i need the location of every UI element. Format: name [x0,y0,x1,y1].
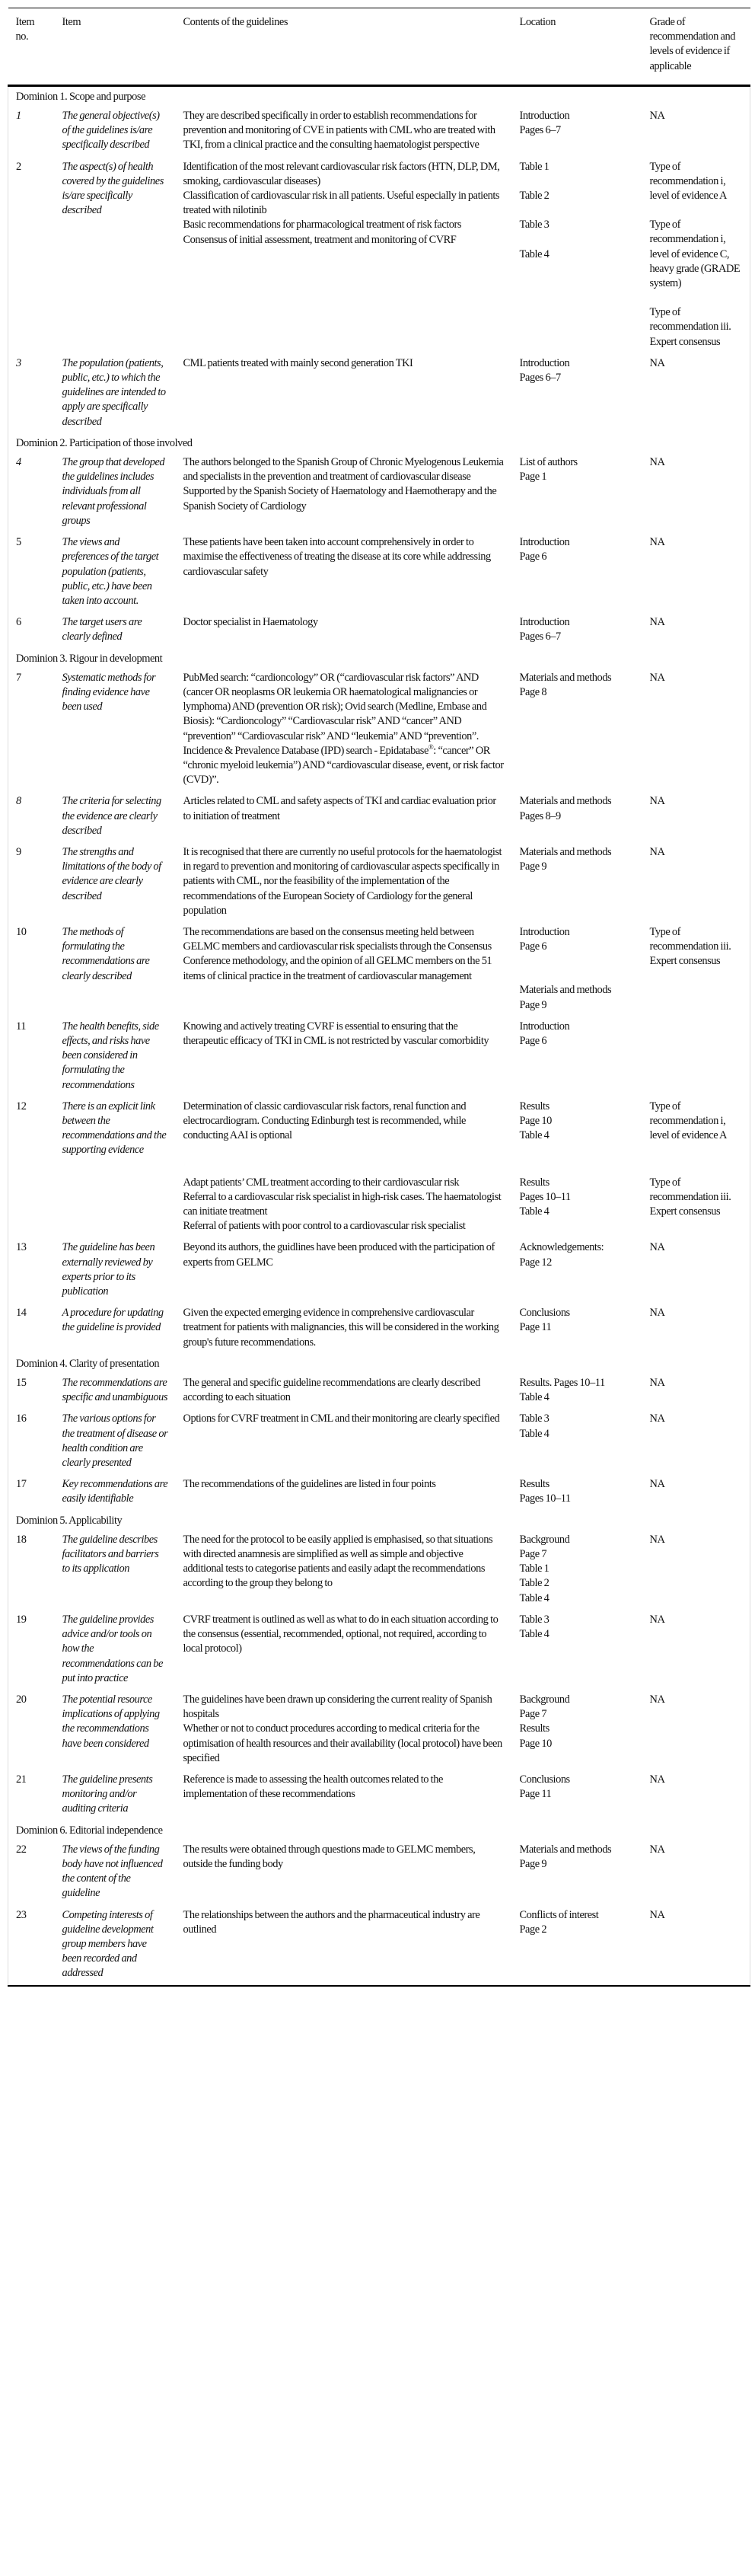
location-line: Pages 6–7 [519,124,561,137]
location-line: Introduction [519,536,570,549]
item-number: 13 [16,1241,27,1254]
item-criterion: Competing interests of guideline development group members have been recorded and addressed [62,1908,154,1980]
location-line: Page 6 [519,940,547,953]
table-row [8,842,750,922]
grade-line: NA [649,845,665,858]
contents-line: Identification of the most relevant cardiovascular risk factors (HTN, DLP, DM, smoking, cardiovascular diseases) [183,160,500,187]
item-criterion: The guideline provides advice and/or tools on how the recommendations can be put into practice [62,1613,163,1684]
location-line: Introduction [519,925,570,938]
item-number: 1 [16,110,21,123]
contents-line: Referral to a cardiovascular risk specialist in high-risk cases. The haematologist can initiate treatment [183,1190,502,1218]
grade-of-recommendation [642,1096,750,1162]
location-line: Acknowledgements: [519,1241,604,1254]
contents-line: The general and specific guideline recommendations are clearly described according to each situation [183,1377,480,1404]
item-criterion: The guideline describes facilitators and barriers to its application [62,1533,159,1575]
grade-line: NA [649,1241,665,1254]
table-row [8,791,750,842]
location-line: Page 9 [519,998,547,1011]
empty-cell [55,1162,176,1238]
location-line: Page 11 [519,1788,552,1801]
guideline-contents [176,1530,512,1610]
contents-line: Determination of classic cardiovascular risk factors, renal function and electrocardiogram. Conducting Edinburgh test is recommended, while conducting AAI is optional [183,1100,467,1142]
location-line: Table 4 [519,1427,550,1440]
item-criterion: The various options for the treatment of disease or health condition are clearly presented [62,1412,168,1470]
grade-line: NA [649,1478,665,1491]
item-criterion: The recommendations are specific and unambiguous [62,1377,167,1404]
location [512,1237,642,1303]
location [512,1409,642,1474]
contents-line: The relationships between the authors and the pharmaceutical industry are outlined [183,1908,480,1936]
location-line: Materials and methods [519,984,612,997]
table-row [8,1303,750,1354]
contents-line: It is recognised that there are currently no useful protocols for the haematologist in regard to prevention and monitoring of cardiovascular aspects specifically in patients with CML, nor the feasibility of the implementation of the recommendations of the European Society of Cardiology for the general population [183,845,502,917]
item-number: 9 [16,845,21,858]
contents-line: The authors belonged to the Spanish Group of Chronic Myelogenous Leukemia and specialists in the prevention and treatment of cardiovascular disease [183,456,504,484]
item-number: 4 [16,456,21,469]
location-line: List of authors [519,456,578,469]
location [512,353,642,433]
grade-line: Type of recommendation i, level of evidence A [649,160,727,203]
grade-line: NA [649,1533,665,1546]
location-line: Introduction [519,356,570,369]
grade-of-recommendation [642,353,750,433]
location-line: Table 4 [519,1591,550,1604]
header-item-no: Item no. [15,16,35,43]
grade-line: NA [649,1908,665,1921]
grade-of-recommendation [642,668,750,792]
domain-heading-row [8,1821,750,1840]
contents-line: Reference is made to assessing the health outcomes related to the implementation of these recommendations [183,1773,443,1801]
contents-line: Beyond its authors, the guidlines have been produced with the participation of experts from GELMC [183,1241,495,1269]
location-line: Introduction [519,616,570,629]
domain-title: Dominion 2. Participation of those involved [16,436,193,449]
grade-of-recommendation [642,106,750,157]
location-line: Materials and methods [519,671,612,684]
item-criterion: Key recommendations are easily identifiable [62,1478,168,1505]
location-line: Introduction [519,1020,570,1033]
location-line: Table 1 [519,160,550,173]
item-number: 14 [16,1307,27,1320]
item-criterion: The views and preferences of the target population (patients, public, etc.) have been taken into account. [62,536,159,607]
item-criterion: The target users are clearly defined [62,616,142,643]
contents-line: The recommendations are based on the consensus meeting held between GELMC members and cardiovascular risk specialists through the Consensus Conference methodology, and the opinion of all GELMC members on the 51 items of clinical practice in the treatment of cardiovascular management [183,925,492,982]
guideline-contents [176,791,512,842]
guideline-contents [176,1409,512,1474]
grade-of-recommendation [642,842,750,922]
contents-line: The results were obtained through questions made to GELMC members, outside the funding body [183,1843,476,1870]
contents-line: CVRF treatment is outlined as well as what to do in each situation according to the consensus (essential, recommended, optional, not required, according to local protocol) [183,1613,499,1655]
contents-line: CML patients treated with mainly second generation TKI [183,356,413,369]
location-line: Table 1 [519,1563,550,1575]
grade-line: Type of recommendation i, level of evidence A [649,1100,727,1142]
table-row [8,1017,750,1096]
location-line: Table 3 [519,219,550,231]
location-line: Pages 6–7 [519,630,561,643]
contents-line: Given the expected emerging evidence in comprehensive cardiovascular treatment for patients with malignancies, this will be considered in the working group's future recommendations. [183,1307,499,1349]
contents-text: : “cancer” OR “chronic myeloid leukemia”) AND “cardiovascular disease, event, or risk factor (CVD)”. [183,744,504,787]
location [512,1474,642,1510]
item-number: 19 [16,1613,27,1626]
location-line: Page 6 [519,1034,547,1047]
contents-line: Articles related to CML and safety aspects of TKI and cardiac evaluation prior to initiation of treatment [183,795,496,822]
table-row [8,1530,750,1610]
spacer [650,203,743,218]
item-number: 5 [16,536,21,549]
table-row [8,1474,750,1510]
item-criterion: The population (patients, public, etc.) to which the guidelines are intended to apply are specifically described [62,356,166,428]
grade-of-recommendation [642,1237,750,1303]
table-row [8,452,750,532]
item-criterion: The criteria for selecting the evidence are clearly described [62,795,161,837]
guideline-contents [176,452,512,532]
domain-title: Dominion 3. Rigour in development [16,652,163,665]
grade-line: NA [649,671,665,684]
contents-line: Basic recommendations for pharmacological treatment of risk factors [183,219,462,231]
location-line: Introduction [519,110,570,123]
item-number: 10 [16,925,27,938]
location-line: Page 10 [519,1737,552,1750]
registered-mark: ® [428,742,434,751]
location-line: Page 2 [519,1923,547,1936]
item-criterion: The guideline has been externally reviewed by experts prior to its publication [62,1241,155,1298]
location-line: Results [519,1722,550,1735]
header-contents: Contents of the guidelines [183,16,288,28]
item-number: 7 [16,671,21,684]
grade-line: NA [649,1613,665,1626]
location-line: Pages 10–11 [519,1190,571,1203]
item-number: 12 [16,1100,27,1112]
grade-line: Type of recommendation iii. Expert consensus [649,925,731,968]
grade-of-recommendation [642,532,750,612]
contents-line: The need for the protocol to be easily applied is emphasised, so that situations with directed anamnesis are simplified as well as simple and objective additional tests to categorise patients and easily adapt the recommendations according to the group they belong to [183,1533,493,1590]
location-line: Background [519,1533,570,1546]
grade-of-recommendation [642,157,750,353]
grade-of-recommendation [642,1162,750,1238]
location [512,842,642,922]
table-row [8,157,750,353]
location [512,1770,642,1821]
item-criterion: The general objective(s) of the guidelines is/are specifically described [62,110,160,152]
location-line: Page 12 [519,1256,552,1269]
grade-line: NA [649,1377,665,1390]
location [512,1905,642,1986]
contents-line: These patients have been taken into account comprehensively in order to maximise the effectiveness of treating the disease at its core while addressing cardiovascular safety [183,536,491,578]
table-row [8,1610,750,1690]
guideline-contents [176,1690,512,1770]
domain-heading-row [8,85,750,106]
item-number: 8 [16,795,21,808]
location-line: Materials and methods [519,795,612,808]
location-line: Pages 10–11 [519,1492,571,1505]
grade-line: NA [649,536,665,549]
item-number: 2 [16,160,21,173]
grade-line: NA [649,356,665,369]
item-number: 20 [16,1693,27,1706]
grade-of-recommendation [642,791,750,842]
location-line: Results [519,1100,550,1112]
spacer [520,954,635,983]
guideline-contents [176,106,512,157]
item-criterion: The group that developed the guidelines includes individuals from all relevant professional groups [62,456,165,527]
location-line: Conflicts of interest [519,1908,599,1921]
grade-line: NA [649,1773,665,1786]
location [512,1610,642,1690]
grade-of-recommendation [642,612,750,648]
header-location: Location [519,16,556,28]
table-row [8,1840,750,1905]
guideline-contents [176,1373,512,1409]
table-row [8,1237,750,1303]
location [512,1303,642,1354]
location [512,1840,642,1905]
table-row [8,532,750,612]
table-body [8,85,750,1985]
location [512,668,642,792]
location [512,452,642,532]
domain-heading-row [8,649,750,668]
item-criterion: The views of the funding body have not influenced the content of the guideline [62,1843,163,1900]
location [512,922,642,1017]
guideline-contents [176,1474,512,1510]
location-line: Materials and methods [519,1843,612,1856]
location [512,791,642,842]
guideline-contents [176,612,512,648]
table-row [8,1409,750,1474]
location-line: Conclusions [519,1307,570,1320]
grade-of-recommendation [642,1905,750,1986]
location-line: Table 2 [519,190,550,203]
item-criterion: The aspect(s) of health covered by the guidelines is/are specifically described [62,160,164,217]
contents-line: Classification of cardiovascular risk in all patients. Useful especially in patients treated with nilotinib [183,190,500,217]
grade-line: NA [649,1843,665,1856]
table-row [8,1905,750,1986]
location-line: Table 3 [519,1412,550,1425]
location-line: Materials and methods [519,845,612,858]
contents-line: The guidelines have been drawn up considering the current reality of Spanish hospitals [183,1693,492,1721]
contents-line: Referral of patients with poor control to a cardiovascular risk specialist [183,1220,466,1233]
grade-line: Type of recommendation i, level of evidence C, heavy grade (GRADE system) [649,219,741,290]
table-row [8,668,750,792]
guideline-contents [176,668,512,792]
location-line: Table 4 [519,1628,550,1641]
grade-line: NA [649,616,665,629]
location-line: Page 7 [519,1708,547,1721]
item-criterion: The potential resource implications of applying the recommendations have been considered [62,1693,160,1750]
empty-cell [8,1162,55,1238]
grade-of-recommendation [642,1409,750,1474]
location-line: Page 9 [519,1857,547,1870]
contents-line: Consensus of initial assessment, treatment and monitoring of CVRF [183,233,457,246]
guideline-contents [176,157,512,353]
location-line: Table 4 [519,247,550,260]
location-line: Results [519,1176,550,1189]
location-line: Pages 6–7 [519,372,561,385]
location [512,1530,642,1610]
item-number: 23 [16,1908,27,1921]
item-criterion: The methods of formulating the recommendations are clearly described [62,925,150,982]
grade-line: NA [649,1307,665,1320]
contents-line: Doctor specialist in Haematology [183,616,318,629]
guideline-contents [176,1770,512,1821]
item-number: 11 [16,1020,26,1033]
guideline-contents [176,532,512,612]
item-number: 17 [16,1478,27,1491]
grade-of-recommendation [642,1770,750,1821]
location [512,532,642,612]
domain-title: Dominion 5. Applicability [16,1514,123,1527]
header-grade: Grade of recommendation and levels of evidence if applicable [649,16,735,72]
location-line: Page 11 [519,1321,552,1334]
grade-of-recommendation [642,452,750,532]
grade-of-recommendation [642,1840,750,1905]
item-number: 6 [16,616,21,629]
table-row-continuation [8,1162,750,1238]
table-row [8,353,750,433]
item-criterion: There is an explicit link between the recommendations and the supporting evidence [62,1100,167,1157]
location-line: Page 1 [519,471,547,484]
guideline-contents [176,1905,512,1986]
guideline-contents [176,842,512,922]
grade-line: NA [649,110,665,123]
location-line: Page 10 [519,1115,552,1127]
location-line: Results. Pages 10–11 [519,1377,605,1390]
grade-of-recommendation [642,1690,750,1770]
grade-of-recommendation [642,922,750,1017]
location [512,1096,642,1162]
domain-title: Dominion 6. Editorial independence [16,1824,163,1837]
item-number: 15 [16,1377,27,1390]
grade-line: Type of recommendation iii. Expert consensus [649,306,731,348]
table-header [8,8,750,86]
domain-heading-row [8,1511,750,1530]
grade-of-recommendation [642,1017,750,1096]
location-line: Page 9 [519,860,547,873]
item-number: 21 [16,1773,27,1786]
location-line: Table 2 [519,1577,550,1590]
grade-line: NA [649,1412,665,1425]
guideline-contents [176,1840,512,1905]
item-criterion: The strengths and limitations of the body of evidence are clearly described [62,845,161,902]
table-row [8,922,750,1017]
grade-line: NA [649,1693,665,1706]
location [512,1162,642,1238]
item-criterion: The guideline presents monitoring and/or auditing criteria [62,1773,153,1815]
location-line: Table 4 [519,1129,550,1142]
grade-line: NA [649,795,665,808]
grade-of-recommendation [642,1610,750,1690]
item-criterion: Systematic methods for finding evidence have been used [62,671,156,713]
domain-title: Dominion 4. Clarity of presentation [16,1357,160,1370]
contents-line: Whether or not to conduct procedures according to medical criteria for the optimisation of health resources and their availability (local protocol) have been specified [183,1722,502,1764]
contents-line: Knowing and actively treating CVRF is essential to ensuring that the therapeutic efficacy of TKI in CML is not restricted by vascular comorbidity [183,1020,489,1047]
guideline-contents [176,353,512,433]
contents-line: Adapt patients’ CML treatment according to their cardiovascular risk [183,1176,460,1189]
domain-title: Dominion 1. Scope and purpose [16,90,146,103]
domain-heading-row [8,433,750,452]
spacer [650,291,743,305]
contents-line [183,671,505,788]
location [512,612,642,648]
table-row [8,1373,750,1409]
guideline-contents [176,922,512,1017]
location-line: Table 4 [519,1205,550,1218]
grade-line: Type of recommendation iii. Expert consensus [649,1176,731,1218]
contents-line: The recommendations of the guidelines are listed in four points [183,1478,436,1491]
location-line: Table 4 [519,1391,550,1404]
guideline-contents [176,1017,512,1096]
domain-heading-row [8,1354,750,1373]
item-number: 3 [16,356,21,369]
contents-line: Supported by the Spanish Society of Haematology and Haemotherapy and the Spanish Society of Cardiology [183,485,497,512]
location [512,157,642,353]
location-line: Pages 8–9 [519,809,561,822]
item-number: 22 [16,1843,27,1856]
location [512,106,642,157]
table-row [8,106,750,157]
grade-of-recommendation [642,1373,750,1409]
location [512,1017,642,1096]
grade-of-recommendation [642,1530,750,1610]
table-row [8,1770,750,1821]
guideline-contents [176,1237,512,1303]
item-number: 16 [16,1412,27,1425]
contents-text: PubMed search: “cardioncology” OR (“cardiovascular risk factors” AND (cancer OR neoplasms OR leukemia OR haematological malignancies or lymphoma) AND (prevention OR risk); Ovid search (Medline, Embase and Biosis): “Cardioncology” “Cardiovascular risk” AND “cancer” AND “prevention” “Cardiovascular risk” AND “leukemia” AND “prevention”. Incidence & Prevalence Database (IPD) search - Epidatabase [183,671,487,757]
guideline-contents [176,1162,512,1238]
table-row [8,612,750,648]
location-line: Page 8 [519,685,547,698]
location-line: Background [519,1693,570,1706]
location-line: Page 6 [519,551,547,563]
guideline-contents [176,1303,512,1354]
table-row [8,1096,750,1162]
contents-line: Options for CVRF treatment in CML and their monitoring are clearly specified [183,1412,500,1425]
guideline-contents [176,1610,512,1690]
grade-of-recommendation [642,1474,750,1510]
location-line: Results [519,1478,550,1491]
item-criterion: A procedure for updating the guideline is provided [62,1307,164,1334]
table-row [8,1690,750,1770]
item-number: 18 [16,1533,27,1546]
grade-line: NA [649,456,665,469]
location [512,1373,642,1409]
contents-line: They are described specifically in order to establish recommendations for prevention and monitoring of CVE in patients with CML who are treated with TKI, from a clinical practice and the consulting haematologist perspective [183,110,495,152]
location-line: Page 7 [519,1548,547,1561]
grade-of-recommendation [642,1303,750,1354]
header-row [8,8,750,86]
location-line: Table 3 [519,1613,550,1626]
guideline-contents [176,1096,512,1162]
agree-checklist-table [8,8,750,1987]
header-item: Item [62,16,81,28]
item-criterion: The health benefits, side effects, and risks have been considered in formulating the recommendations [62,1020,159,1091]
location-line: Conclusions [519,1773,570,1786]
location [512,1690,642,1770]
